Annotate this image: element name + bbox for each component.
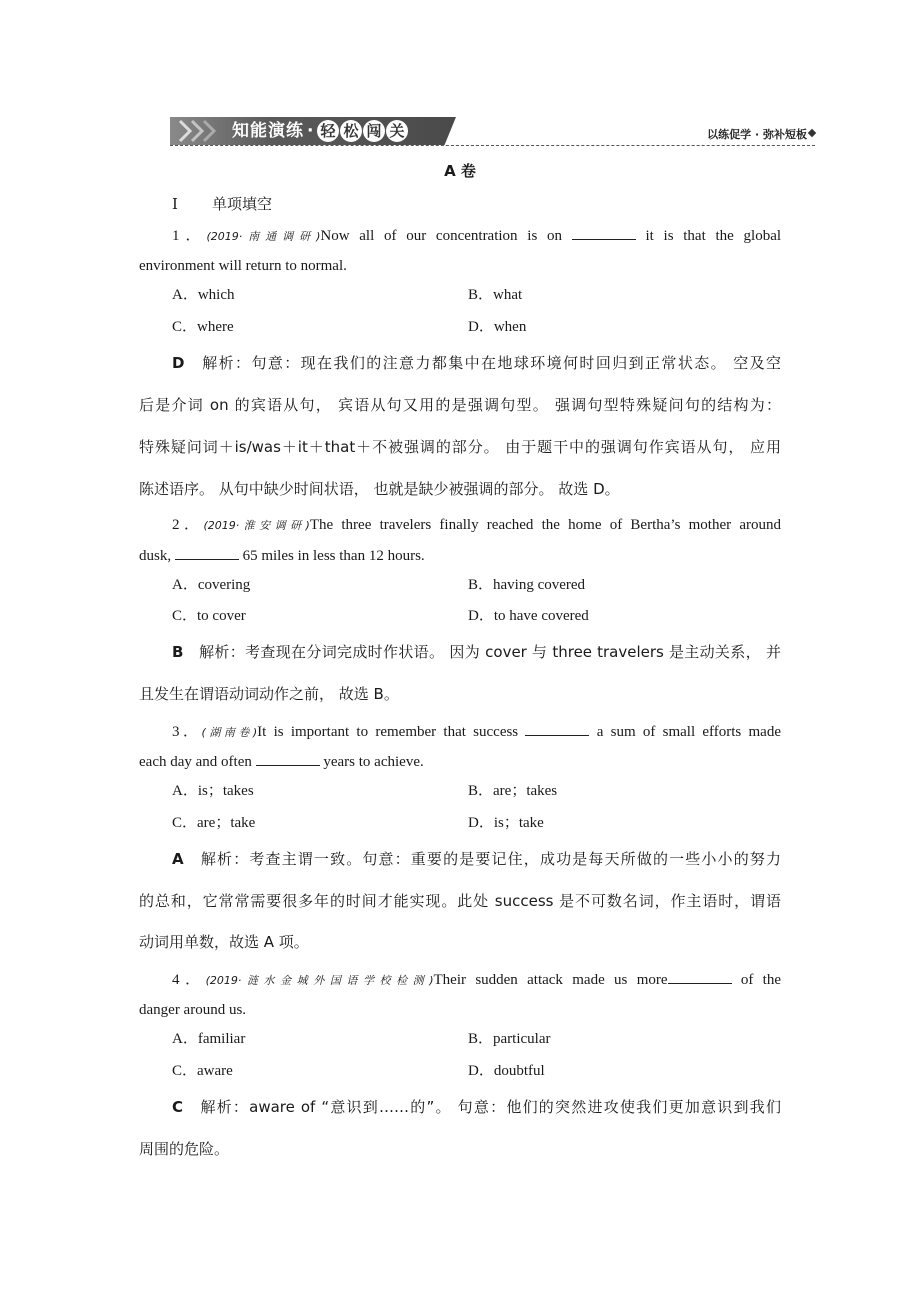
question-3-option-d: D．is；take [468, 815, 544, 831]
answer-letter: B [172, 643, 184, 661]
question-1-explanation-line: 后是介词 on 的宾语从句， 宾语从句又用的是强调句型。 强调句型特殊疑问句的结构为： [139, 396, 781, 414]
part-heading [172, 193, 272, 216]
question-source: (2019·涟水金城外国语学校检测) [205, 974, 434, 987]
question-source: (湖南卷) [201, 726, 258, 739]
question-3-option-b: B．are；takes [468, 783, 558, 799]
question-1-explanation-line: 陈述语序。 从句中缺少时间状语， 也就是缺少被强调的部分。 故选 D。 [139, 480, 620, 498]
question-2-explanation-line: 且发生在谓语动词动作之前， 故选 B。 [139, 685, 399, 703]
question-text: The three travelers finally reached the home of Bertha’s mother around [309, 517, 781, 533]
question-4-option-b: B．particular [468, 1031, 551, 1047]
question-4-option-c: C．aware [172, 1063, 233, 1079]
question-text: a sum of small efforts made [596, 724, 782, 740]
question-3-option-a: A．is；takes [172, 783, 254, 799]
explanation-text: 解析：考查现在分词完成时作状语。 因为 cover 与 three travelers 是主动关系， 并 [183, 643, 781, 661]
banner-char-4: 关 [386, 120, 408, 142]
question-4-explanation-line [172, 1096, 781, 1118]
question-3-stem-cont [139, 751, 424, 773]
banner-separator: · [307, 121, 315, 141]
question-number: 3． [172, 724, 202, 740]
chevron-decoration-icon [176, 119, 226, 143]
diamond-icon [808, 129, 816, 137]
question-text: of the [740, 972, 781, 988]
question-text: years to achieve. [323, 754, 424, 770]
banner-title-left: 知能演练 [232, 121, 304, 141]
question-number: 2． [172, 517, 204, 533]
explanation-text: 解析：考查主谓一致。句意：重要的是要记住，成功是每天所做的一些小小的努力 [183, 850, 781, 868]
question-1-explanation-line [172, 352, 781, 374]
question-4-stem [172, 969, 781, 992]
banner-title [232, 119, 409, 143]
answer-blank [175, 545, 239, 560]
question-text: each day and often [139, 754, 252, 770]
question-text: it is that the global [645, 228, 782, 244]
paper-section-title: A 卷 [444, 162, 476, 180]
explanation-text: 解析：句意：现在我们的注意力都集中在地球环境何时回归到正常状态。 空及空 [184, 354, 781, 372]
question-1-stem [172, 225, 781, 248]
question-1-stem-cont: environment will return to normal. [139, 258, 347, 274]
answer-blank [572, 225, 636, 240]
question-4-option-a: A．familiar [172, 1031, 246, 1047]
answer-letter: A [172, 850, 184, 868]
question-1-explanation-line: 特殊疑问词＋is/was＋it＋that＋不被强调的部分。 由于题干中的强调句作宾语从句， 应用 [139, 438, 781, 456]
question-number: 1． [172, 228, 207, 244]
explanation-text: 解析：aware of “意识到……的”。 句意：他们的突然进攻使我们更加意识到我们 [183, 1098, 781, 1116]
question-2-option-c: C．to cover [172, 608, 246, 624]
question-3-option-c: C．are；take [172, 815, 256, 831]
part-title: 单项填空 [211, 195, 272, 213]
section-banner [170, 117, 815, 147]
question-text: Their sudden attack made us more [433, 972, 668, 988]
question-3-explanation-line: 的总和，它常常需要很多年的时间才能实现。此处 success 是不可数名词，作主语时，谓语 [139, 892, 781, 910]
question-2-stem [172, 514, 781, 537]
question-1-option-d: D．when [468, 319, 527, 335]
answer-blank [668, 969, 732, 984]
answer-letter: C [172, 1098, 184, 1116]
question-2-option-b: B．having covered [468, 577, 586, 593]
question-text: 65 miles in less than 12 hours. [242, 548, 425, 564]
question-2-stem-cont [139, 545, 425, 567]
question-1-option-b: B．what [468, 287, 523, 303]
question-source: (2019·南通调研) [206, 230, 321, 243]
banner-divider [170, 145, 815, 146]
part-number: Ⅰ [172, 197, 178, 213]
banner-char-1: 轻 [317, 120, 339, 142]
question-4-option-d: D．doubtful [468, 1063, 545, 1079]
question-2-option-a: A．covering [172, 577, 251, 593]
question-source: (2019·淮安调研) [203, 519, 310, 532]
question-3-stem [172, 721, 781, 744]
answer-blank [256, 751, 320, 766]
question-1-option-c: C．where [172, 319, 234, 335]
question-4-stem-cont: danger around us. [139, 1002, 247, 1018]
banner-char-3: 闯 [363, 120, 385, 142]
question-3-explanation-line [172, 848, 781, 870]
question-number: 4． [172, 972, 206, 988]
question-3-explanation-line: 动词用单数，故选 A 项。 [139, 933, 309, 951]
question-2-explanation-line [172, 641, 781, 663]
answer-letter: D [172, 354, 185, 372]
question-text: Now all of our concentration is on [320, 228, 563, 244]
question-2-option-d: D．to have covered [468, 608, 589, 624]
banner-subtitle: 以练促学 · 弥补短板 [707, 128, 807, 141]
question-1-option-a: A．which [172, 287, 235, 303]
question-text: It is important to remember that success [257, 724, 519, 740]
question-4-explanation-line: 周围的危险。 [139, 1140, 230, 1158]
banner-char-2: 松 [340, 120, 362, 142]
question-text: dusk, [139, 548, 172, 564]
answer-blank [525, 721, 589, 736]
